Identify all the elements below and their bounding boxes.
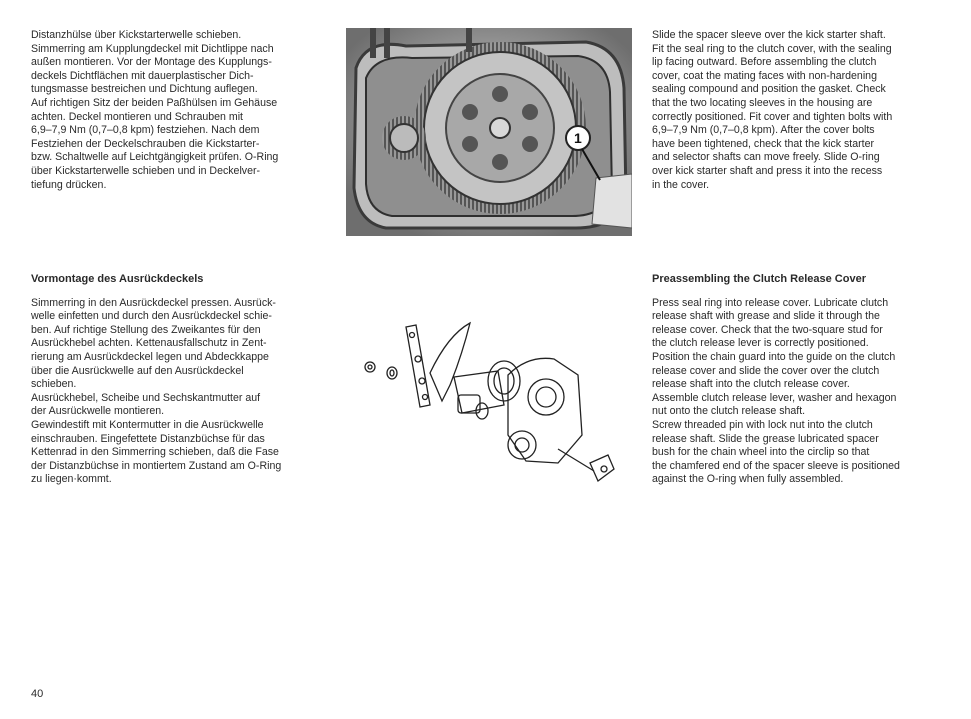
section2-german-heading: Vormontage des Ausrückdeckels [31, 273, 204, 285]
text-line: Position the chain guard into the guide on the clutch [652, 350, 896, 363]
text-line: 6,9–7,9 Nm (0,7–0,8 kpm) festziehen. Nach dem [31, 124, 260, 137]
text-line: release shaft into the clutch release cover. [652, 378, 850, 391]
text-line: in the cover. [652, 178, 710, 191]
text-line: lip facing outward. Before assembling the clutch [652, 56, 877, 69]
text-line: Slide the spacer sleeve over the kick starter shaft. [652, 29, 886, 41]
text-line: einschrauben. Eingefettete Distanzbüchse für das [31, 432, 265, 445]
text-line: zu liegen·kommt. [31, 473, 112, 486]
text-line: against the O-ring when fully assembled. [652, 473, 844, 486]
text-line: Screw threaded pin with lock nut into the clutch [652, 418, 873, 431]
section1-german-text [31, 29, 322, 192]
text-line: der Distanzbüchse in montiertem Zustand am O-Ring [31, 459, 282, 472]
text-line: and selector shafts can move freely. Slide O-ring [652, 151, 880, 164]
text-line: release cover. Check that the two-square stud for [652, 323, 883, 336]
text-line: the chamfered end of the spacer sleeve is positioned [652, 459, 900, 472]
text-line: ben. Auf richtige Stellung des Zweikantes für den [31, 323, 261, 336]
text-line: Ausrückhebel achten. Kettenausfallschutz in Zent- [31, 337, 267, 350]
text-line: Simmerring in den Ausrückdeckel pressen. Ausrück- [31, 296, 276, 309]
text-line: Kettenrad in den Simmerring schieben, daß die Fase [31, 446, 279, 459]
text-line: Auf richtigen Sitz der beiden Paßhülsen im Gehäuse [31, 96, 278, 109]
section1-english-text [652, 29, 942, 192]
text-line: tungsmasse bestreichen und Dichtung auflegen. [31, 83, 258, 96]
text-line: over kick starter shaft and press it into the recess [652, 164, 883, 177]
text-line: bzw. Schaltwelle auf Leichtgängigkeit prüfen. O-Ring [31, 151, 279, 164]
text-line: that the two locating sleeves in the housing are [652, 96, 873, 109]
text-line: tiefung drücken. [31, 178, 107, 191]
clutch-cover-photo [346, 28, 632, 236]
text-line: the clutch release lever is correctly positioned. [652, 337, 869, 350]
text-line: schieben. [31, 378, 77, 391]
text-line: Fit the seal ring to the clutch cover, with the sealing [652, 42, 892, 55]
release-cover-exploded-drawing [358, 285, 628, 485]
text-line: Gewindestift mit Kontermutter in die Ausrückwelle [31, 418, 264, 431]
text-line: release shaft. Slide the grease lubricated spacer [652, 432, 879, 445]
section2-english-text [652, 297, 942, 487]
text-line: Distanzhülse über Kickstarterwelle schieben. [31, 29, 242, 41]
clutch-cover-photo-svg [346, 28, 632, 236]
text-line: release cover and slide the cover over the clutch [652, 364, 880, 377]
text-line: bush for the chain wheel into the circlip so that [652, 446, 870, 459]
text-line: welle einfetten und durch den Ausrückdeckel schie- [31, 310, 272, 323]
text-line: Festziehen der Deckelschrauben die Kickstarter- [31, 137, 260, 150]
exploded-drawing-svg [358, 285, 628, 485]
text-line: cover, coat the mating faces with non-hardening [652, 69, 877, 82]
section2-german-text [31, 297, 322, 487]
text-line: über die Ausrückwelle auf den Ausrückdeckel [31, 364, 244, 377]
text-line: deckels Dichtflächen mit dauerplastischer Dich- [31, 69, 254, 82]
text-line: 6,9–7,9 Nm (0,7–0,8 kpm). After the cover bolts [652, 124, 875, 137]
text-line: Press seal ring into release cover. Lubricate clutch [652, 296, 889, 309]
section2-german [31, 273, 322, 487]
text-line: correctly positioned. Fit cover and tighten bolts with [652, 110, 893, 123]
text-line: Ausrückhebel, Scheibe und Sechskantmutter auf [31, 391, 261, 404]
section2-english [652, 273, 942, 487]
text-line: außen montieren. Vor der Montage des Kupplungs- [31, 56, 272, 69]
text-line: have been tightened, check that the kick starter [652, 137, 875, 150]
text-line: Simmerring am Kupplungdeckel mit Dichtlippe nach [31, 42, 274, 55]
text-line: release shaft with grease and slide it through the [652, 310, 880, 323]
page-number: 40 [31, 688, 44, 700]
text-line: rierung am Ausrückdeckel legen und Abdeckkappe [31, 350, 269, 363]
text-line: Assemble clutch release lever, washer and hexagon [652, 391, 897, 404]
section2-english-heading: Preassembling the Clutch Release Cover [652, 273, 866, 285]
text-line: achten. Deckel montieren und Schrauben mit [31, 110, 243, 123]
photo-callout-number: 1 [574, 130, 582, 146]
text-line: nut onto the clutch release shaft. [652, 405, 806, 418]
text-line: der Ausrückwelle montieren. [31, 405, 165, 418]
text-line: über Kickstarterwelle schieben und in Deckelver- [31, 164, 261, 177]
text-line: sealing compound and position the gasket. Check [652, 83, 886, 96]
